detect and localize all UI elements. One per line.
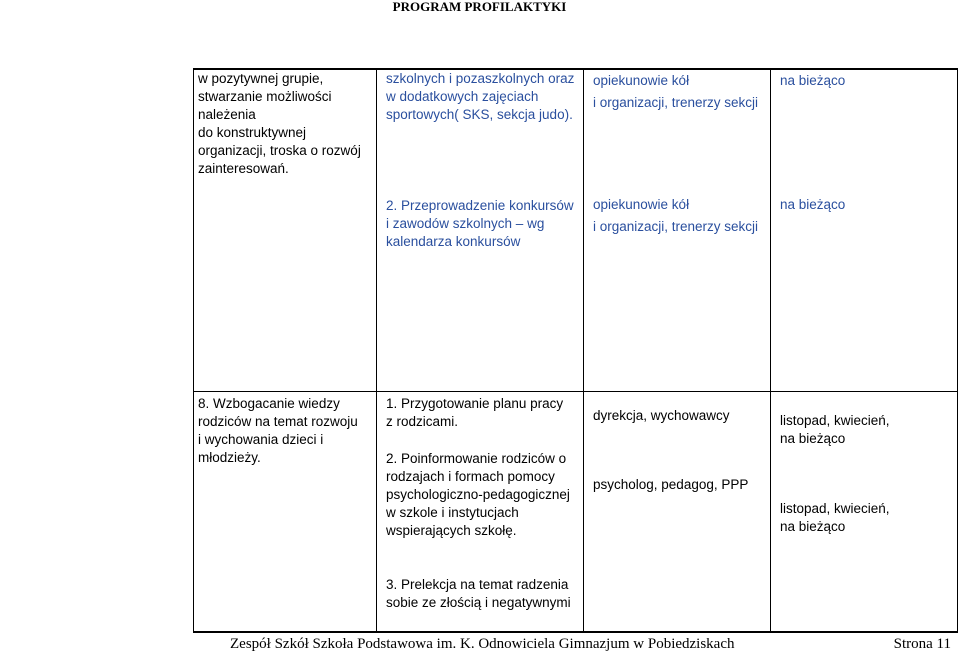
text-line: rodziców na temat rozwoju <box>198 414 358 429</box>
text-line: szkolnych i pozaszkolnych oraz <box>386 71 575 86</box>
text-line: psychologiczno-pedagogicznej <box>386 487 570 502</box>
cell-row2-deadline-1 <box>780 412 955 448</box>
table-left-border <box>193 69 194 632</box>
text-line: wspierających szkołę. <box>386 523 517 538</box>
cell-row2-task-2 <box>386 450 581 540</box>
cell-row2-deadline-2 <box>780 500 955 536</box>
text-line: i zawodów szkolnych – wg <box>386 216 545 231</box>
text-line: w szkole i instytucjach <box>386 505 519 520</box>
cell-row1-goal <box>198 70 373 178</box>
text-line: 8. Wzbogacanie wiedzy <box>198 396 340 411</box>
text-line: psycholog, pedagog, PPP <box>593 477 749 492</box>
text-line: i wychowania dzieci i <box>198 432 324 447</box>
text-line: sportowych( SKS, sekcja judo). <box>386 107 573 122</box>
text-line: na bieżąco <box>780 519 846 534</box>
text-line: 2. Poinformowanie rodziców o <box>386 451 567 466</box>
cell-row2-goal <box>198 395 373 467</box>
text-line: młodzieży. <box>198 450 261 465</box>
text-line: w pozytywnej grupie, <box>198 71 324 86</box>
text-line: listopad, kwiecień, <box>780 501 890 516</box>
text-line: sobie ze złością i negatywnymi <box>386 595 571 610</box>
footer-rule <box>193 631 958 633</box>
table-right-border <box>957 69 958 632</box>
cell-row1-deadline <box>780 70 955 92</box>
text-line: i organizacji, trenerzy sekcji <box>593 219 759 234</box>
text-line: zainteresowań. <box>198 161 289 176</box>
text-line: na bieżąco <box>780 197 846 212</box>
text-line: w dodatkowych zajęciach <box>386 89 539 104</box>
row-divider <box>193 391 958 392</box>
text-line: rodzajach i formach pomocy <box>386 469 555 484</box>
text-line: do konstruktywnej <box>198 125 307 140</box>
cell-row2-responsible-2 <box>593 476 768 494</box>
cell-row1-responsible <box>593 70 768 114</box>
text-line: opiekunowie kół <box>593 197 690 212</box>
column-divider-1 <box>376 69 377 632</box>
footer-school-name: Zespół Szkół Szkoła Podstawowa im. K. Odnowiciela Gimnazjum w Pobiedziskach <box>230 636 735 652</box>
text-line: listopad, kwiecień, <box>780 413 890 428</box>
text-line: 1. Przygotowanie planu pracy <box>386 396 564 411</box>
text-line: i organizacji, trenerzy sekcji <box>593 95 759 110</box>
cell-row1b-responsible <box>593 194 768 238</box>
cell-row2-task-1 <box>386 395 581 431</box>
text-line: z rodzicami. <box>386 414 459 429</box>
column-divider-3 <box>770 69 771 632</box>
cell-row1b-deadline <box>780 194 955 216</box>
text-line: organizacji, troska o rozwój <box>198 143 361 158</box>
text-line: kalendarza konkursów <box>386 234 521 249</box>
text-line: opiekunowie kół <box>593 73 690 88</box>
cell-row2-task-3 <box>386 576 581 612</box>
text-line: na bieżąco <box>780 73 846 88</box>
text-line: 3. Prelekcja na temat radzenia <box>386 577 569 592</box>
text-line: na bieżąco <box>780 431 846 446</box>
column-divider-2 <box>583 69 584 632</box>
cell-row1b-tasks <box>386 197 581 251</box>
text-line: dyrekcja, wychowawcy <box>593 408 730 423</box>
text-line: należenia <box>198 107 256 122</box>
text-line: stwarzanie możliwości <box>198 89 332 104</box>
page-header-title: PROGRAM PROFILAKTYKI <box>392 0 567 14</box>
footer-page-number: Strona 11 <box>893 636 951 652</box>
cell-row2-responsible-1 <box>593 407 768 425</box>
text-line: 2. Przeprowadzenie konkursów <box>386 198 574 213</box>
cell-row1-tasks <box>386 70 581 124</box>
